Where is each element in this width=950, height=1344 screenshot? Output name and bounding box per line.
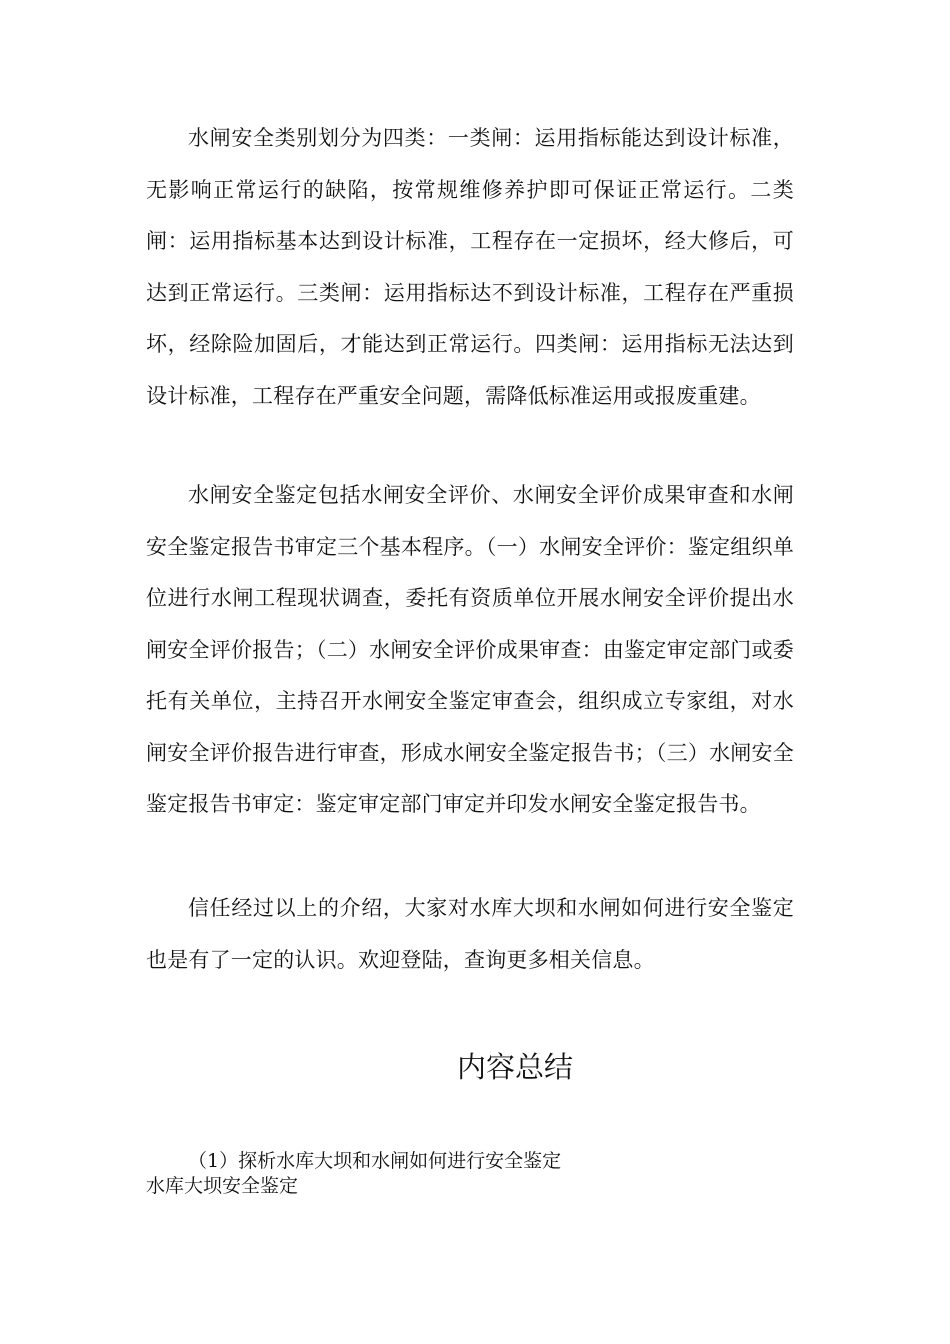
summary-item: （1）探析水库大坝和水闸如何进行安全鉴定 — [188, 1150, 562, 1172]
paragraph-sluice-categories: 水闸安全类别划分为四类：一类闸：运用指标能达到设计标准，无影响正常运行的缺陷，按常规维修养护即可保证正常运行。二类闸：运用指标基本达到设计标准，工程存在一定损坏，经大修后，可达到正常运行。三类闸：运用指标达不到设计标准，工程存在严重损坏，经除险加固后，才能达到正常运行。四类闸：运用指标无法达到设计标准，工程存在严重安全问题，需降低标准运用或报废重建。 — [146, 126, 794, 408]
paragraph-sluice-appraisal-procedure: 水闸安全鉴定包括水闸安全评价、水闸安全评价成果审查和水闸安全鉴定报告书审定三个基本程序。（一）水闸安全评价：鉴定组织单位进行水闸工程现状调查，委托有资质单位开展水闸安全评价提出水闸安全评价报告；（二）水闸安全评价成果审查：由鉴定审定部门或委托有关单位，主持召开水闸安全鉴定审查会，组织成立专家组，对水闸安全评价报告进行审查，形成水闸安全鉴定报告书；（三）水闸安全鉴定报告书审定：鉴定审定部门审定并印发水闸安全鉴定报告书。 — [146, 483, 794, 816]
paragraph-closing-remark: 信任经过以上的介绍，大家对水库大坝和水闸如何进行安全鉴定也是有了一定的认识。欢迎登陆，查询更多相关信息。 — [146, 896, 794, 972]
summary-subitem: 水库大坝安全鉴定 — [146, 1175, 299, 1197]
summary-title: 内容总结 — [456, 1050, 573, 1084]
